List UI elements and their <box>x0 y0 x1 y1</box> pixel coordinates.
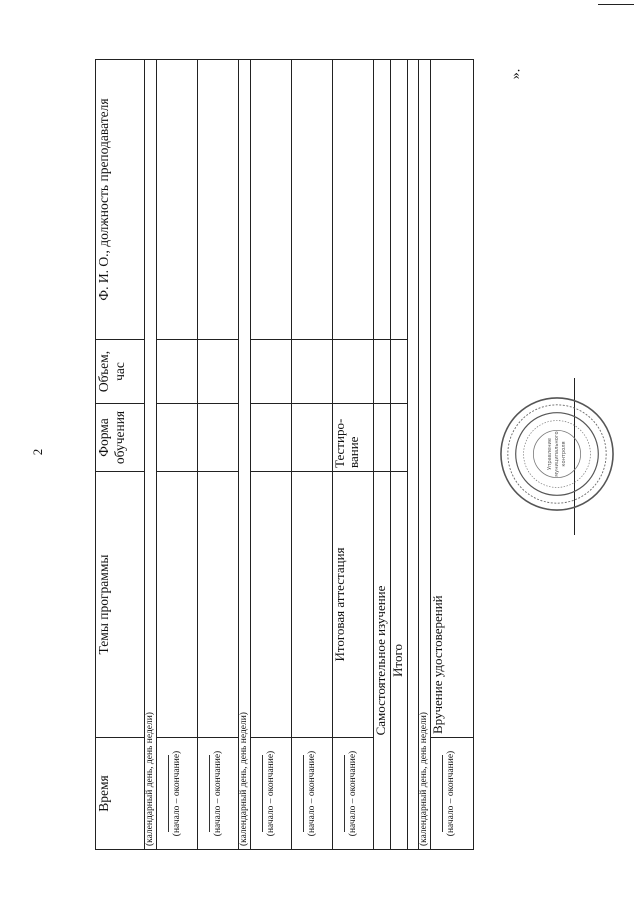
volume-cell <box>292 340 333 404</box>
self-study-label: Самостоятельное изучение <box>374 472 391 850</box>
teacher-cell <box>333 60 374 340</box>
teacher-cell <box>391 60 408 340</box>
form-cell <box>198 404 239 472</box>
blank-cell <box>408 60 419 850</box>
table-row <box>198 60 239 850</box>
calendar-row-day1 <box>145 60 157 850</box>
time-blank-line <box>292 755 304 832</box>
top-rule <box>598 4 634 5</box>
time-placeholder: (начало – окончание) <box>266 750 276 837</box>
table-row <box>292 60 333 850</box>
blank-row <box>408 60 419 850</box>
stamp-line-2: муниципального <box>553 431 560 477</box>
header-volume: Объем, час <box>96 340 145 404</box>
stamp-line-1: Управление <box>547 437 554 471</box>
header-form: Форма обучения <box>96 404 145 472</box>
time-cell <box>431 738 474 850</box>
form-cell <box>374 404 391 472</box>
stamp-line-3: контроля <box>560 441 567 467</box>
header-topics: Темы программы <box>96 472 145 738</box>
volume-cell <box>391 340 408 404</box>
time-cell <box>157 738 198 850</box>
page-number: 2 <box>30 448 45 456</box>
time-blank-line <box>198 755 210 832</box>
time-placeholder: (начало – окончание) <box>348 750 358 837</box>
final-attestation-label: Итоговая аттестация <box>333 472 374 738</box>
header-row <box>96 60 145 850</box>
teacher-cell <box>198 60 239 340</box>
topic-cell <box>157 472 198 738</box>
time-placeholder: (начало – окончание) <box>307 750 317 837</box>
calendar-row-day3 <box>419 60 431 850</box>
time-cell <box>198 738 239 850</box>
volume-cell <box>157 340 198 404</box>
teacher-cell <box>157 60 198 340</box>
total-label: Итого <box>391 472 408 850</box>
time-cell <box>333 738 374 850</box>
time-placeholder: (начало – окончание) <box>446 750 456 837</box>
time-placeholder: (начало – окончание) <box>172 750 182 837</box>
volume-cell <box>374 340 391 404</box>
closing-quote: ». <box>508 68 524 80</box>
form-cell <box>391 404 408 472</box>
self-study-row <box>374 60 391 850</box>
table-row <box>157 60 198 850</box>
form-cell <box>251 404 292 472</box>
volume-cell <box>333 340 374 404</box>
award-label: Вручение удостоверений <box>431 60 474 738</box>
form-cell <box>157 404 198 472</box>
testing-form: Тестиро- вание <box>333 404 374 472</box>
calendar-label: (календарный день, день недели) <box>419 60 431 850</box>
time-cell <box>292 738 333 850</box>
volume-cell <box>251 340 292 404</box>
topic-cell <box>251 472 292 738</box>
schedule-table <box>95 59 474 850</box>
teacher-cell <box>292 60 333 340</box>
header-teacher: Ф. И. О., должность преподавателя <box>96 60 145 340</box>
form-cell <box>292 404 333 472</box>
calendar-label: (календарный день, день недели) <box>145 60 157 850</box>
teacher-cell <box>374 60 391 340</box>
award-row <box>431 60 474 850</box>
calendar-row-day2 <box>239 60 251 850</box>
header-time: Время <box>96 738 145 850</box>
time-blank-line <box>333 755 345 832</box>
official-stamp <box>498 395 616 513</box>
volume-cell <box>198 340 239 404</box>
calendar-label: (календарный день, день недели) <box>239 60 251 850</box>
topic-cell <box>198 472 239 738</box>
teacher-cell <box>251 60 292 340</box>
table-row <box>251 60 292 850</box>
topic-cell <box>292 472 333 738</box>
time-cell <box>251 738 292 850</box>
time-placeholder: (начало – окончание) <box>213 750 223 837</box>
time-blank-line <box>431 755 443 832</box>
time-blank-line <box>157 755 169 832</box>
final-attestation-row <box>333 60 374 850</box>
time-blank-line <box>251 755 263 832</box>
total-row <box>391 60 408 850</box>
rotated-table-container <box>95 60 505 850</box>
